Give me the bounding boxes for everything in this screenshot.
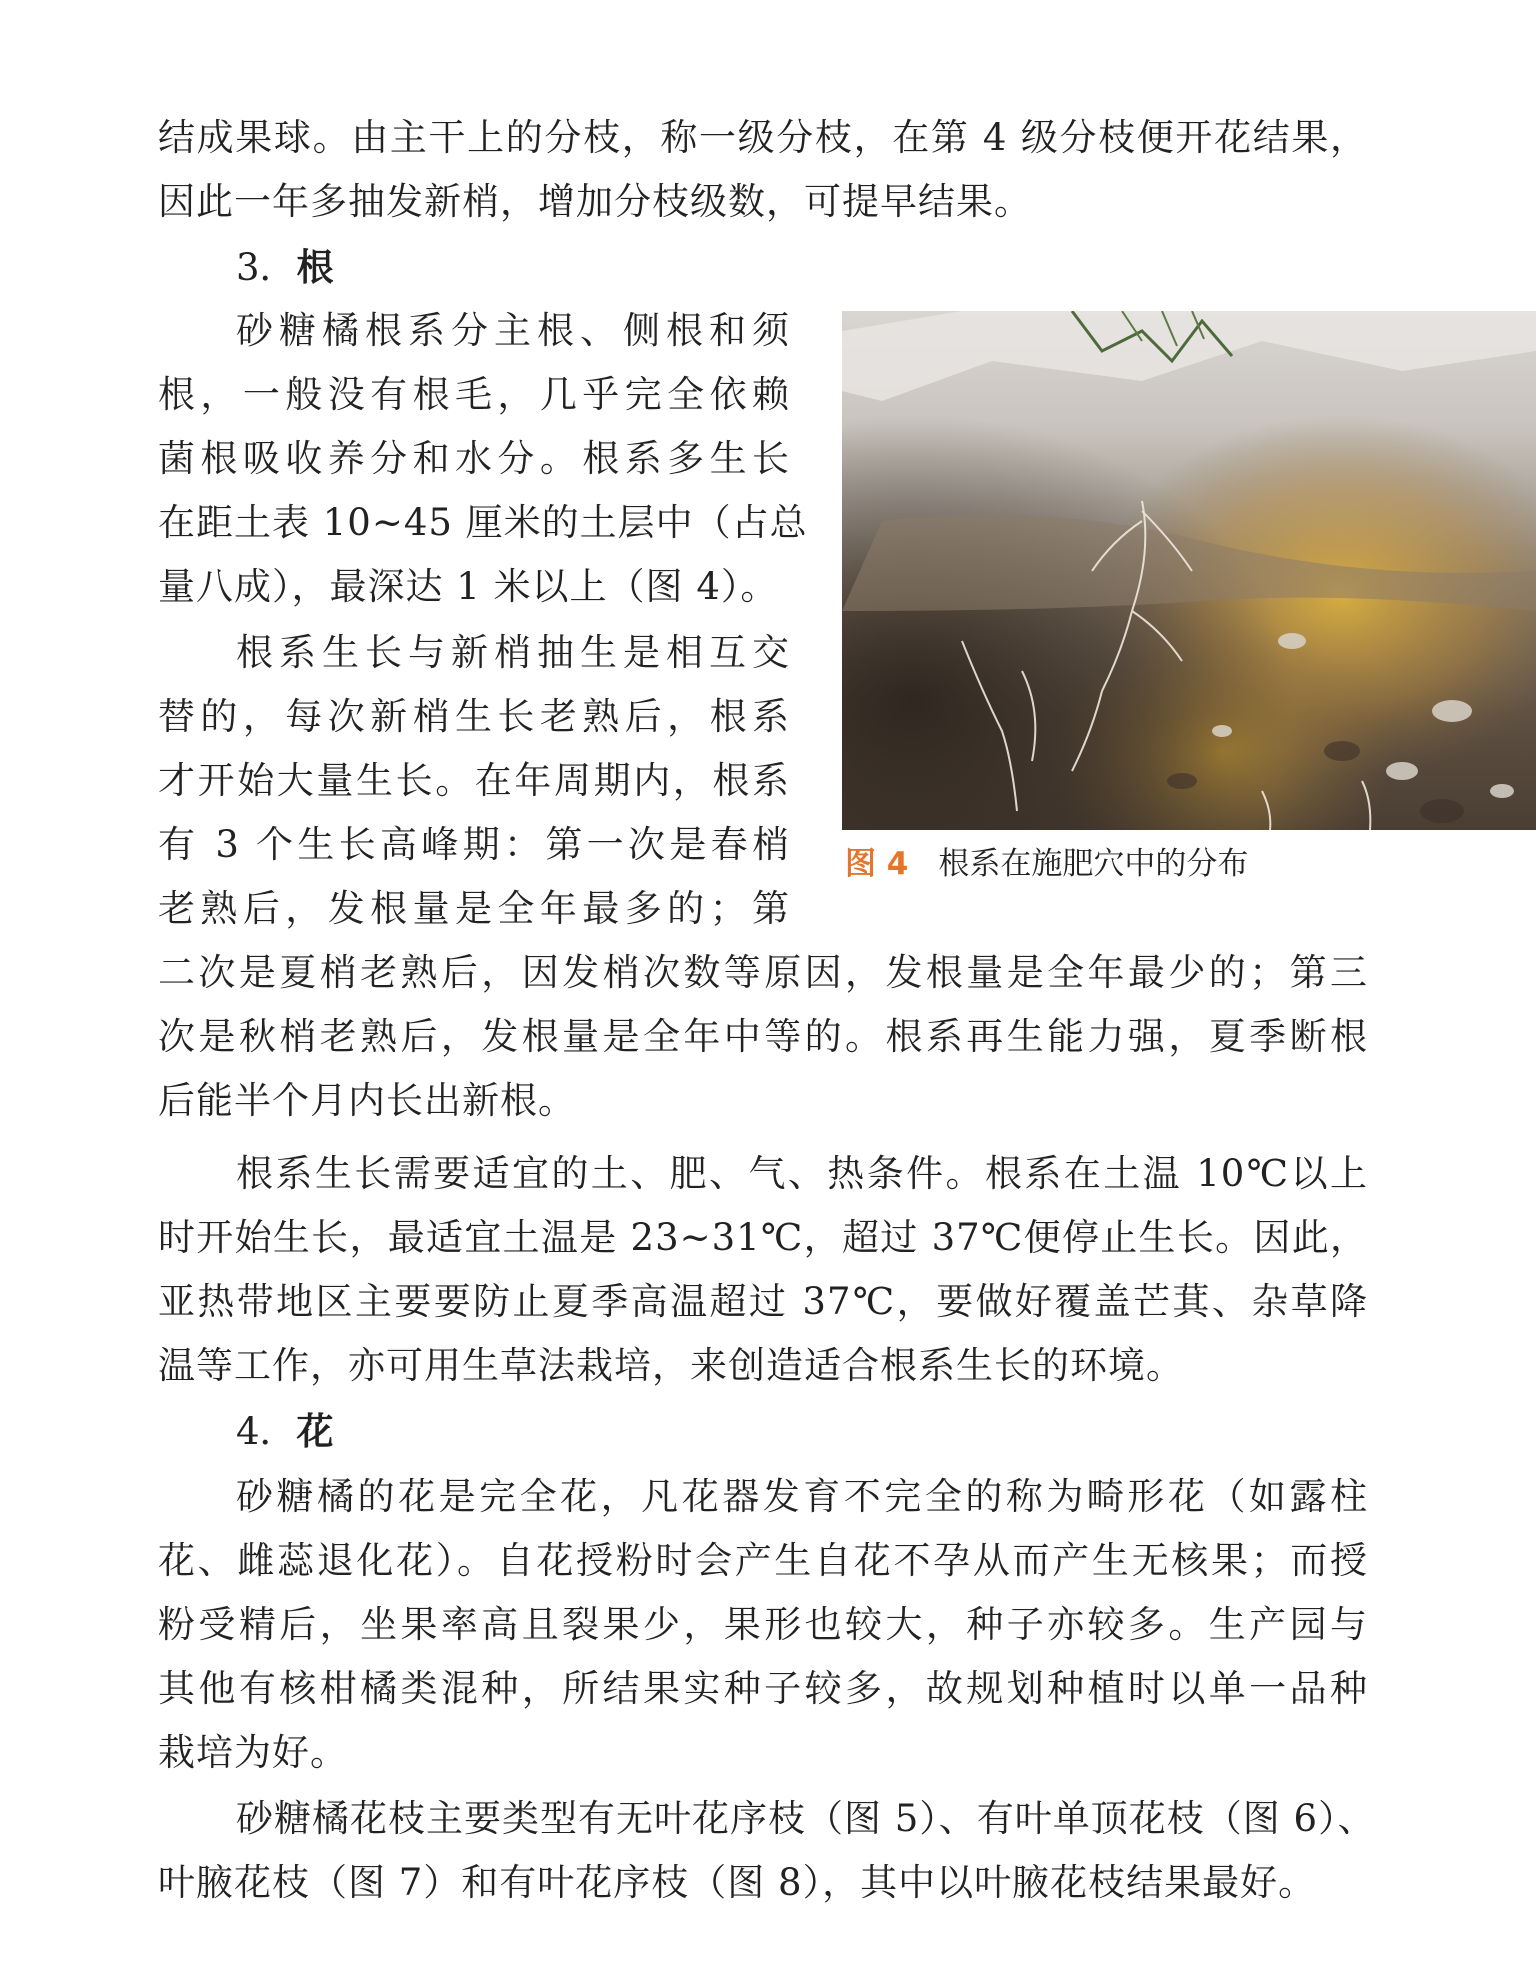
text-line: 叶腋花枝（图 7）和有叶花序枝（图 8），其中以叶腋花枝结果最好。: [158, 1861, 1317, 1904]
text-line: 温等工作，亦可用生草法栽培，来创造适合根系生长的环境。: [158, 1344, 1184, 1387]
text-line: 才开始大量生长。在年周期内，根系: [158, 759, 790, 802]
figure-number: 图 4: [845, 846, 909, 882]
section-number: 3．: [236, 246, 297, 289]
section-heading-root: [236, 235, 334, 300]
text-line: 量八成），最深达 1 米以上（图 4）。: [158, 565, 779, 608]
figure-caption-text: 根系在施肥穴中的分布: [938, 846, 1249, 882]
text-line: 有 3 个生长高峰期：第一次是春梢: [158, 823, 790, 866]
text-line: 其他有核柑橘类混种，所结果实种子较多，故规划种植时以单一品种: [158, 1667, 1368, 1710]
text-line: 根系生长与新梢抽生是相互交: [236, 631, 790, 674]
text-line: 花、雌蕊退化花）。自花授粉时会产生自花不孕从而产生无核果；而授: [158, 1539, 1368, 1582]
text-line: 替的，每次新梢生长老熟后，根系: [158, 695, 790, 738]
text-line: 次是秋梢老熟后，发根量是全年中等的。根系再生能力强，夏季断根: [158, 1015, 1368, 1058]
text-line: 二次是夏梢老熟后，因发梢次数等原因，发根量是全年最少的；第三: [158, 951, 1368, 994]
text-line: 栽培为好。: [158, 1731, 348, 1774]
text-line: 根系生长需要适宜的土、肥、气、热条件。根系在土温 10℃以上: [236, 1152, 1368, 1195]
text-line: 亚热带地区主要要防止夏季高温超过 37℃，要做好覆盖芒萁、杂草降: [158, 1280, 1368, 1323]
text-line: 菌根吸收养分和水分。根系多生长: [158, 437, 790, 480]
text-line: 砂糖橘花枝主要类型有无叶花序枝（图 5）、有叶单顶花枝（图 6）、: [236, 1797, 1376, 1840]
text-line: 砂糖橘的花是完全花，凡花器发育不完全的称为畸形花（如露柱: [236, 1475, 1368, 1518]
text-line: 在距土表 10~45 厘米的土层中（占总: [158, 501, 808, 544]
text-line: 砂糖橘根系分主根、侧根和须: [236, 309, 790, 352]
section-title: 花: [296, 1409, 334, 1453]
text-line: 结成果球。由主干上的分枝，称一级分枝，在第 4 级分枝便开花结果，: [158, 116, 1368, 159]
text-line: 因此一年多抽发新梢，增加分枝级数，可提早结果。: [158, 180, 1032, 223]
section-heading-flower: [236, 1399, 334, 1464]
root-system-photo: [842, 311, 1536, 830]
section-title: 根: [296, 245, 334, 289]
text-line: 根，一般没有根毛，几乎完全依赖: [158, 373, 790, 416]
text-line: 时开始生长，最适宜土温是 23~31℃，超过 37℃便停止生长。因此，: [158, 1216, 1368, 1259]
text-line: 粉受精后，坐果率高且裂果少，果形也较大，种子亦较多。生产园与: [158, 1603, 1368, 1646]
figure-caption: [845, 842, 1248, 886]
text-line: 老熟后，发根量是全年最多的；第: [158, 887, 790, 930]
section-number: 4．: [236, 1410, 297, 1453]
text-line: 后能半个月内长出新根。: [158, 1079, 576, 1122]
